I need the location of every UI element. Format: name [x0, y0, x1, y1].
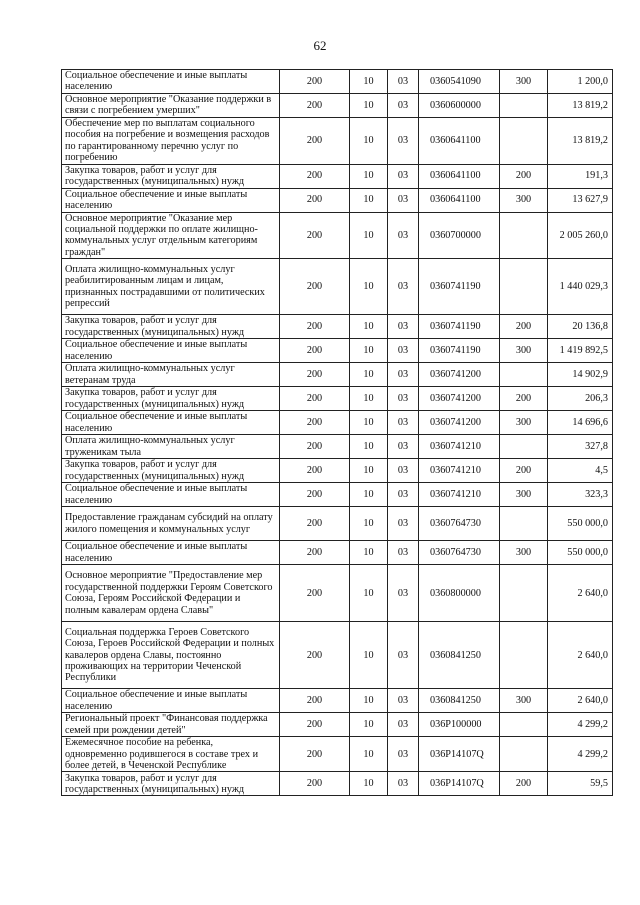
- row-target-code: 0360600000: [419, 93, 500, 117]
- row-col-3: 03: [388, 737, 419, 772]
- row-target-code: 0360641100: [419, 188, 500, 212]
- row-col-3: 03: [388, 164, 419, 188]
- table-row: [62, 188, 613, 212]
- row-target-code: 0360641100: [419, 117, 500, 164]
- row-col-1: 200: [280, 689, 350, 713]
- budget-table: [61, 69, 613, 796]
- row-col-2: 10: [350, 164, 388, 188]
- row-name: Оплата жилищно-коммунальных услуг реабилитированным лицам и лицам, признанных пострадавшими от политических репрессий: [62, 259, 280, 315]
- row-expense-type: [500, 737, 548, 772]
- row-target-code: 0360841250: [419, 689, 500, 713]
- row-target-code: 0360641100: [419, 164, 500, 188]
- row-col-3: 03: [388, 435, 419, 459]
- row-col-3: 03: [388, 565, 419, 622]
- row-name: Основное мероприятие "Оказание мер социальной поддержки по оплате жилищно-коммунальных услуг отдельным категориям граждан": [62, 212, 280, 259]
- row-col-1: 200: [280, 117, 350, 164]
- row-expense-type: [500, 713, 548, 737]
- row-col-1: 200: [280, 435, 350, 459]
- table-row: [62, 70, 613, 94]
- table-row: [62, 483, 613, 507]
- row-col-3: 03: [388, 541, 419, 565]
- row-expense-type: 200: [500, 772, 548, 796]
- row-target-code: 036P100000: [419, 713, 500, 737]
- row-name: Социальное обеспечение и иные выплаты населению: [62, 339, 280, 363]
- row-col-3: 03: [388, 507, 419, 541]
- table-row: [62, 713, 613, 737]
- table-row: [62, 689, 613, 713]
- row-amount: 1 419 892,5: [548, 339, 613, 363]
- row-col-2: 10: [350, 483, 388, 507]
- row-expense-type: [500, 117, 548, 164]
- row-target-code: 0360764730: [419, 541, 500, 565]
- row-amount: 2 640,0: [548, 689, 613, 713]
- row-col-1: 200: [280, 339, 350, 363]
- row-col-3: 03: [388, 259, 419, 315]
- row-col-2: 10: [350, 259, 388, 315]
- row-col-1: 200: [280, 507, 350, 541]
- row-expense-type: 300: [500, 411, 548, 435]
- row-col-3: 03: [388, 70, 419, 94]
- row-name: Социальная поддержка Героев Советского Союза, Героев Российской Федерации и полных кавалеров ордена Славы, постоянно проживающих на территории Чеченской Республики: [62, 622, 280, 689]
- row-col-2: 10: [350, 565, 388, 622]
- row-name: Оплата жилищно-коммунальных услуг ветеранам труда: [62, 363, 280, 387]
- row-expense-type: [500, 622, 548, 689]
- table-row: [62, 411, 613, 435]
- row-expense-type: [500, 435, 548, 459]
- row-amount: 4 299,2: [548, 713, 613, 737]
- row-name: Ежемесячное пособие на ребенка, одновременно родившегося в составе трех и более детей, в Чеченской Республике: [62, 737, 280, 772]
- row-col-1: 200: [280, 70, 350, 94]
- row-target-code: 036P14107Q: [419, 737, 500, 772]
- row-amount: 2 640,0: [548, 622, 613, 689]
- row-col-1: 200: [280, 93, 350, 117]
- row-name: Закупка товаров, работ и услуг для государственных (муниципальных) нужд: [62, 387, 280, 411]
- row-expense-type: [500, 363, 548, 387]
- row-col-3: 03: [388, 387, 419, 411]
- row-col-1: 200: [280, 459, 350, 483]
- row-name: Социальное обеспечение и иные выплаты населению: [62, 689, 280, 713]
- row-amount: 1 440 029,3: [548, 259, 613, 315]
- row-target-code: 0360841250: [419, 622, 500, 689]
- row-name: Закупка товаров, работ и услуг для государственных (муниципальных) нужд: [62, 772, 280, 796]
- table-row: [62, 363, 613, 387]
- row-expense-type: 200: [500, 315, 548, 339]
- row-target-code: 0360741210: [419, 435, 500, 459]
- row-col-2: 10: [350, 315, 388, 339]
- row-name: Обеспечение мер по выплатам социального пособия на погребение и возмещения расходов по гарантированному перечню услуг по погребению: [62, 117, 280, 164]
- row-col-3: 03: [388, 411, 419, 435]
- table-row: [62, 507, 613, 541]
- table-row: [62, 117, 613, 164]
- row-col-1: 200: [280, 622, 350, 689]
- table-row: [62, 259, 613, 315]
- row-target-code: 0360764730: [419, 507, 500, 541]
- row-expense-type: 200: [500, 387, 548, 411]
- row-name: Социальное обеспечение и иные выплаты населению: [62, 411, 280, 435]
- row-col-2: 10: [350, 93, 388, 117]
- row-col-3: 03: [388, 212, 419, 259]
- row-target-code: 0360741190: [419, 259, 500, 315]
- row-target-code: 0360741210: [419, 483, 500, 507]
- row-col-1: 200: [280, 259, 350, 315]
- table-row: [62, 737, 613, 772]
- row-expense-type: [500, 259, 548, 315]
- row-expense-type: 300: [500, 188, 548, 212]
- row-col-2: 10: [350, 459, 388, 483]
- row-col-2: 10: [350, 117, 388, 164]
- row-col-1: 200: [280, 737, 350, 772]
- row-name: Оплата жилищно-коммунальных услуг труженикам тыла: [62, 435, 280, 459]
- row-amount: 191,3: [548, 164, 613, 188]
- row-amount: 327,8: [548, 435, 613, 459]
- row-col-1: 200: [280, 411, 350, 435]
- page-number: 62: [313, 38, 327, 53]
- row-expense-type: 300: [500, 541, 548, 565]
- row-name: Закупка товаров, работ и услуг для государственных (муниципальных) нужд: [62, 315, 280, 339]
- row-col-1: 200: [280, 541, 350, 565]
- table-row: [62, 622, 613, 689]
- row-col-2: 10: [350, 212, 388, 259]
- row-target-code: 0360741200: [419, 363, 500, 387]
- row-target-code: 0360700000: [419, 212, 500, 259]
- row-amount: 2 640,0: [548, 565, 613, 622]
- row-col-1: 200: [280, 483, 350, 507]
- row-col-3: 03: [388, 117, 419, 164]
- row-target-code: 0360541090: [419, 70, 500, 94]
- row-amount: 550 000,0: [548, 541, 613, 565]
- row-col-2: 10: [350, 387, 388, 411]
- row-col-1: 200: [280, 188, 350, 212]
- table-row: [62, 339, 613, 363]
- row-name: Социальное обеспечение и иные выплаты населению: [62, 188, 280, 212]
- row-amount: 59,5: [548, 772, 613, 796]
- row-col-2: 10: [350, 737, 388, 772]
- row-col-3: 03: [388, 689, 419, 713]
- table-row: [62, 459, 613, 483]
- row-expense-type: 300: [500, 483, 548, 507]
- table-row: [62, 435, 613, 459]
- row-col-1: 200: [280, 363, 350, 387]
- row-col-1: 200: [280, 164, 350, 188]
- row-col-2: 10: [350, 339, 388, 363]
- row-target-code: 036P14107Q: [419, 772, 500, 796]
- row-col-3: 03: [388, 713, 419, 737]
- row-amount: 20 136,8: [548, 315, 613, 339]
- row-col-2: 10: [350, 435, 388, 459]
- row-amount: 14 696,6: [548, 411, 613, 435]
- row-col-3: 03: [388, 93, 419, 117]
- row-expense-type: 300: [500, 70, 548, 94]
- row-col-2: 10: [350, 622, 388, 689]
- row-col-3: 03: [388, 622, 419, 689]
- row-expense-type: [500, 507, 548, 541]
- row-expense-type: [500, 565, 548, 622]
- row-col-2: 10: [350, 70, 388, 94]
- table-row: [62, 772, 613, 796]
- row-target-code: 0360741200: [419, 411, 500, 435]
- table-row: [62, 315, 613, 339]
- row-col-2: 10: [350, 689, 388, 713]
- row-name: Закупка товаров, работ и услуг для государственных (муниципальных) нужд: [62, 459, 280, 483]
- row-col-2: 10: [350, 411, 388, 435]
- row-col-3: 03: [388, 459, 419, 483]
- table-body: [62, 70, 613, 796]
- row-col-2: 10: [350, 363, 388, 387]
- row-col-2: 10: [350, 713, 388, 737]
- row-col-3: 03: [388, 363, 419, 387]
- row-target-code: 0360741210: [419, 459, 500, 483]
- row-amount: 2 005 260,0: [548, 212, 613, 259]
- table-row: [62, 93, 613, 117]
- row-expense-type: [500, 212, 548, 259]
- row-col-1: 200: [280, 772, 350, 796]
- row-amount: 1 200,0: [548, 70, 613, 94]
- row-col-2: 10: [350, 772, 388, 796]
- row-target-code: 0360800000: [419, 565, 500, 622]
- row-expense-type: 200: [500, 459, 548, 483]
- table-row: [62, 541, 613, 565]
- row-name: Региональный проект "Финансовая поддержка семей при рождении детей": [62, 713, 280, 737]
- row-col-1: 200: [280, 212, 350, 259]
- row-col-2: 10: [350, 188, 388, 212]
- row-target-code: 0360741190: [419, 315, 500, 339]
- row-amount: 4 299,2: [548, 737, 613, 772]
- row-name: Социальное обеспечение и иные выплаты населению: [62, 483, 280, 507]
- row-amount: 4,5: [548, 459, 613, 483]
- row-expense-type: 200: [500, 164, 548, 188]
- table-row: [62, 387, 613, 411]
- row-expense-type: 300: [500, 689, 548, 713]
- row-col-1: 200: [280, 713, 350, 737]
- table-row: [62, 565, 613, 622]
- row-amount: 13 627,9: [548, 188, 613, 212]
- row-col-1: 200: [280, 315, 350, 339]
- table-row: [62, 164, 613, 188]
- table-row: [62, 212, 613, 259]
- row-col-2: 10: [350, 507, 388, 541]
- row-name: Социальное обеспечение и иные выплаты населению: [62, 70, 280, 94]
- row-expense-type: [500, 93, 548, 117]
- row-amount: 550 000,0: [548, 507, 613, 541]
- row-name: Социальное обеспечение и иные выплаты населению: [62, 541, 280, 565]
- row-target-code: 0360741190: [419, 339, 500, 363]
- row-amount: 323,3: [548, 483, 613, 507]
- row-name: Основное мероприятие "Предоставление мер государственной поддержки Героям Советского Союза, Героям Российской Федерации и полным кавалерам ордена Славы": [62, 565, 280, 622]
- row-name: Закупка товаров, работ и услуг для государственных (муниципальных) нужд: [62, 164, 280, 188]
- row-name: Предоставление гражданам субсидий на оплату жилого помещения и коммунальных услуг: [62, 507, 280, 541]
- row-amount: 13 819,2: [548, 117, 613, 164]
- row-col-3: 03: [388, 315, 419, 339]
- row-col-3: 03: [388, 339, 419, 363]
- row-amount: 206,3: [548, 387, 613, 411]
- row-col-3: 03: [388, 483, 419, 507]
- row-target-code: 0360741200: [419, 387, 500, 411]
- row-expense-type: 300: [500, 339, 548, 363]
- row-col-3: 03: [388, 188, 419, 212]
- row-col-1: 200: [280, 387, 350, 411]
- row-col-3: 03: [388, 772, 419, 796]
- row-amount: 14 902,9: [548, 363, 613, 387]
- row-col-1: 200: [280, 565, 350, 622]
- row-amount: 13 819,2: [548, 93, 613, 117]
- row-col-2: 10: [350, 541, 388, 565]
- row-name: Основное мероприятие "Оказание поддержки в связи с погребением умерших": [62, 93, 280, 117]
